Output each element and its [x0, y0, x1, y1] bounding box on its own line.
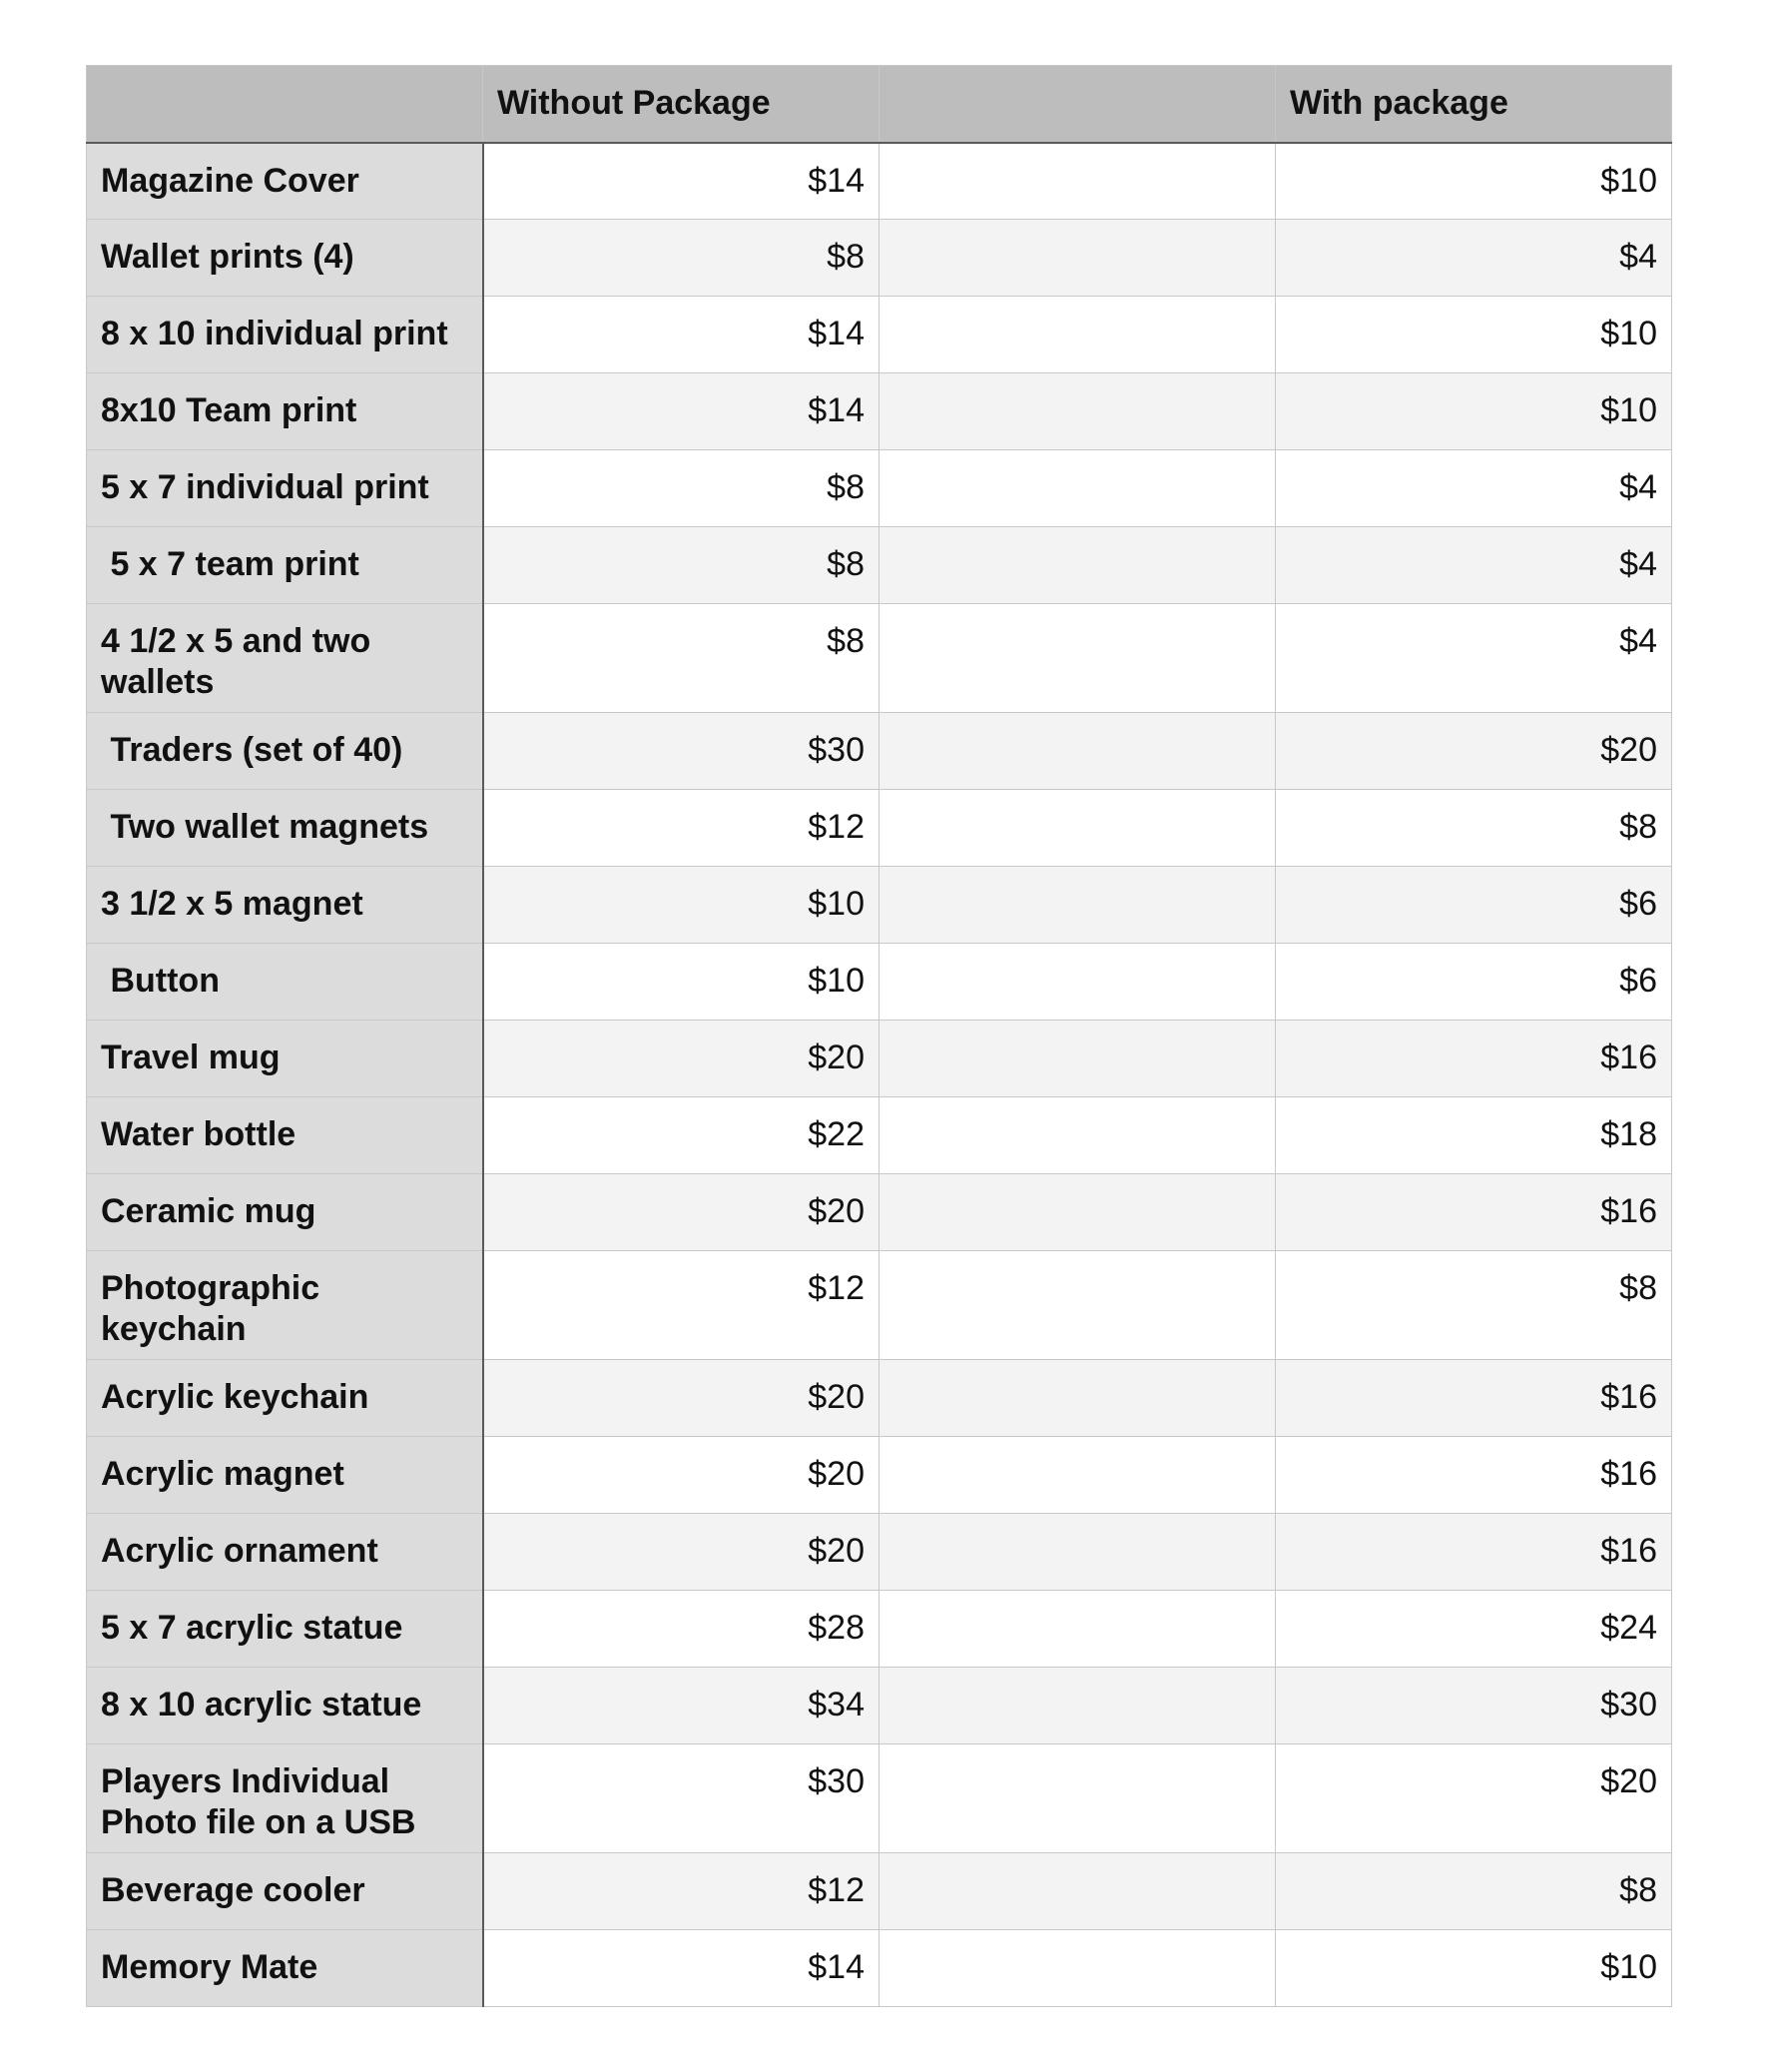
empty-cell[interactable]: [880, 1930, 1276, 2007]
item-name-cell[interactable]: Beverage cooler: [87, 1853, 483, 1930]
empty-cell[interactable]: [880, 604, 1276, 713]
price-with-package-cell[interactable]: $4: [1276, 220, 1672, 297]
header-cell-item[interactable]: [87, 66, 483, 143]
empty-cell[interactable]: [880, 1437, 1276, 1514]
price-without-package-cell[interactable]: $30: [483, 1744, 880, 1853]
price-with-package-cell[interactable]: $24: [1276, 1591, 1672, 1668]
table-row: [87, 1251, 1672, 1360]
price-without-package-cell[interactable]: $20: [483, 1021, 880, 1097]
empty-cell[interactable]: [880, 220, 1276, 297]
table-row: [87, 790, 1672, 867]
table-row: [87, 604, 1672, 713]
price-without-package-cell[interactable]: $34: [483, 1668, 880, 1744]
price-without-package-cell[interactable]: $12: [483, 790, 880, 867]
table-row: [87, 1744, 1672, 1853]
table-row: [87, 1591, 1672, 1668]
item-name-cell[interactable]: 8x10 Team print: [87, 373, 483, 450]
item-name-cell[interactable]: Magazine Cover: [87, 143, 483, 220]
price-with-package-cell[interactable]: $8: [1276, 1251, 1672, 1360]
item-name-cell[interactable]: 4 1/2 x 5 and two wallets: [87, 604, 483, 713]
price-without-package-cell[interactable]: $14: [483, 143, 880, 220]
header-cell-without-package[interactable]: Without Package: [483, 66, 880, 143]
empty-cell[interactable]: [880, 1097, 1276, 1174]
table-row: [87, 143, 1672, 220]
table-row: [87, 1437, 1672, 1514]
price-with-package-cell[interactable]: $16: [1276, 1360, 1672, 1437]
item-name-cell[interactable]: 5 x 7 team print: [87, 527, 483, 604]
table-row: [87, 450, 1672, 527]
table-row: [87, 373, 1672, 450]
table-row: [87, 1930, 1672, 2007]
price-with-package-cell[interactable]: $16: [1276, 1514, 1672, 1591]
table-row: [87, 1853, 1672, 1930]
empty-cell[interactable]: [880, 944, 1276, 1021]
price-without-package-cell[interactable]: $14: [483, 297, 880, 373]
table-row: [87, 1668, 1672, 1744]
price-without-package-cell[interactable]: $12: [483, 1853, 880, 1930]
empty-cell[interactable]: [880, 1021, 1276, 1097]
price-with-package-cell[interactable]: $6: [1276, 867, 1672, 944]
price-without-package-cell[interactable]: $28: [483, 1591, 880, 1668]
price-without-package-cell[interactable]: $8: [483, 450, 880, 527]
price-table: [86, 65, 1672, 2007]
item-name-cell[interactable]: Photographic keychain: [87, 1251, 483, 1360]
item-name-cell[interactable]: 3 1/2 x 5 magnet: [87, 867, 483, 944]
empty-cell[interactable]: [880, 867, 1276, 944]
price-without-package-cell[interactable]: $12: [483, 1251, 880, 1360]
table-row: [87, 1174, 1672, 1251]
price-without-package-cell[interactable]: $10: [483, 867, 880, 944]
price-with-package-cell[interactable]: $30: [1276, 1668, 1672, 1744]
price-with-package-cell[interactable]: $4: [1276, 527, 1672, 604]
price-without-package-cell[interactable]: $8: [483, 527, 880, 604]
table-row: [87, 1021, 1672, 1097]
price-without-package-cell[interactable]: $20: [483, 1514, 880, 1591]
item-name-cell[interactable]: Wallet prints (4): [87, 220, 483, 297]
empty-cell[interactable]: [880, 143, 1276, 220]
price-with-package-cell[interactable]: $4: [1276, 604, 1672, 713]
price-with-package-cell[interactable]: $16: [1276, 1437, 1672, 1514]
item-name-cell[interactable]: Button: [87, 944, 483, 1021]
table-row: [87, 713, 1672, 790]
item-name-cell[interactable]: Travel mug: [87, 1021, 483, 1097]
empty-cell[interactable]: [880, 713, 1276, 790]
header-row: [87, 66, 1672, 143]
header-cell-with-package[interactable]: With package: [1276, 66, 1672, 143]
price-with-package-cell[interactable]: $8: [1276, 1853, 1672, 1930]
price-with-package-cell[interactable]: $10: [1276, 297, 1672, 373]
price-with-package-cell[interactable]: $10: [1276, 143, 1672, 220]
table-row: [87, 867, 1672, 944]
price-without-package-cell[interactable]: $8: [483, 220, 880, 297]
empty-cell[interactable]: [880, 297, 1276, 373]
item-name-cell[interactable]: 5 x 7 acrylic statue: [87, 1591, 483, 1668]
price-without-package-cell[interactable]: $22: [483, 1097, 880, 1174]
empty-cell[interactable]: [880, 1174, 1276, 1251]
table-row: [87, 527, 1672, 604]
empty-cell[interactable]: [880, 373, 1276, 450]
item-name-cell[interactable]: 8 x 10 acrylic statue: [87, 1668, 483, 1744]
price-with-package-cell[interactable]: $20: [1276, 1744, 1672, 1853]
table-row: [87, 1514, 1672, 1591]
price-with-package-cell[interactable]: $10: [1276, 373, 1672, 450]
price-with-package-cell[interactable]: $10: [1276, 1930, 1672, 2007]
price-without-package-cell[interactable]: $14: [483, 1930, 880, 2007]
table-row: [87, 1360, 1672, 1437]
price-without-package-cell[interactable]: $14: [483, 373, 880, 450]
price-without-package-cell[interactable]: $8: [483, 604, 880, 713]
item-name-cell[interactable]: Two wallet magnets: [87, 790, 483, 867]
empty-cell[interactable]: [880, 450, 1276, 527]
header-cell-empty[interactable]: [880, 66, 1276, 143]
price-without-package-cell[interactable]: $20: [483, 1437, 880, 1514]
empty-cell[interactable]: [880, 1853, 1276, 1930]
item-name-cell[interactable]: Acrylic keychain: [87, 1360, 483, 1437]
item-name-cell[interactable]: Players Individual Photo file on a USB: [87, 1744, 483, 1853]
price-with-package-cell[interactable]: $20: [1276, 713, 1672, 790]
empty-cell[interactable]: [880, 1251, 1276, 1360]
table-row: [87, 297, 1672, 373]
price-with-package-cell[interactable]: $4: [1276, 450, 1672, 527]
price-with-package-cell[interactable]: $18: [1276, 1097, 1672, 1174]
price-without-package-cell[interactable]: $30: [483, 713, 880, 790]
empty-cell[interactable]: [880, 1360, 1276, 1437]
empty-cell[interactable]: [880, 790, 1276, 867]
item-name-cell[interactable]: Memory Mate: [87, 1930, 483, 2007]
empty-cell[interactable]: [880, 1514, 1276, 1591]
empty-cell[interactable]: [880, 1668, 1276, 1744]
table-row: [87, 1097, 1672, 1174]
price-with-package-cell[interactable]: $6: [1276, 944, 1672, 1021]
table-row: [87, 944, 1672, 1021]
item-name-cell[interactable]: Acrylic magnet: [87, 1437, 483, 1514]
item-name-cell[interactable]: Water bottle: [87, 1097, 483, 1174]
item-name-cell[interactable]: Acrylic ornament: [87, 1514, 483, 1591]
price-without-package-cell[interactable]: $10: [483, 944, 880, 1021]
price-with-package-cell[interactable]: $16: [1276, 1021, 1672, 1097]
price-with-package-cell[interactable]: $16: [1276, 1174, 1672, 1251]
item-name-cell[interactable]: Traders (set of 40): [87, 713, 483, 790]
price-without-package-cell[interactable]: $20: [483, 1360, 880, 1437]
empty-cell[interactable]: [880, 527, 1276, 604]
item-name-cell[interactable]: 5 x 7 individual print: [87, 450, 483, 527]
empty-cell[interactable]: [880, 1591, 1276, 1668]
item-name-cell[interactable]: Ceramic mug: [87, 1174, 483, 1251]
price-with-package-cell[interactable]: $8: [1276, 790, 1672, 867]
price-without-package-cell[interactable]: $20: [483, 1174, 880, 1251]
table-row: [87, 220, 1672, 297]
empty-cell[interactable]: [880, 1744, 1276, 1853]
item-name-cell[interactable]: 8 x 10 individual print: [87, 297, 483, 373]
